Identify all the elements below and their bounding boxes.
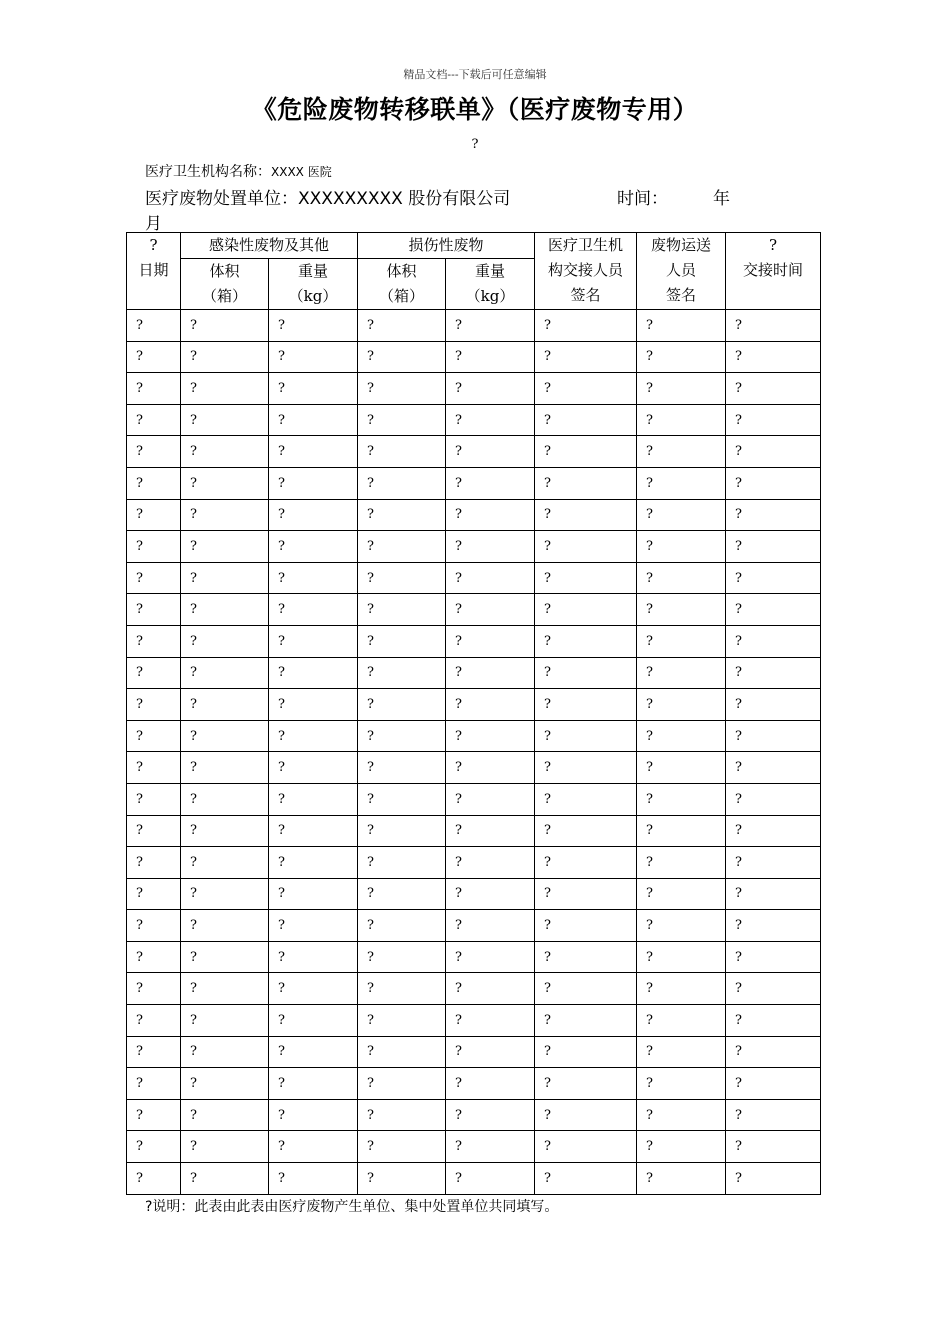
table-cell[interactable]: ? bbox=[535, 1005, 637, 1037]
table-cell[interactable]: ? bbox=[127, 562, 181, 594]
table-cell[interactable]: ? bbox=[269, 1131, 358, 1163]
table-cell[interactable]: ? bbox=[535, 625, 637, 657]
table-cell[interactable]: ? bbox=[127, 1036, 181, 1068]
table-cell[interactable]: ? bbox=[181, 594, 269, 626]
table-cell[interactable]: ? bbox=[181, 1036, 269, 1068]
table-cell[interactable]: ? bbox=[535, 1036, 637, 1068]
table-cell[interactable]: ? bbox=[535, 373, 637, 405]
table-cell[interactable]: ? bbox=[726, 625, 821, 657]
form-body bbox=[127, 310, 821, 1195]
injurious-weight-unit: （kg） bbox=[465, 287, 515, 305]
table-cell[interactable]: ? bbox=[358, 847, 446, 879]
table-cell[interactable]: ? bbox=[181, 783, 269, 815]
table-cell[interactable]: ? bbox=[269, 752, 358, 784]
table-cell[interactable]: ? bbox=[269, 467, 358, 499]
table-cell[interactable]: ? bbox=[358, 941, 446, 973]
header-note: 精品文档---下载后可任意编辑 bbox=[403, 68, 547, 81]
table-cell[interactable]: ? bbox=[127, 341, 181, 373]
table-cell[interactable]: ? bbox=[637, 373, 726, 405]
table-cell[interactable]: ? bbox=[446, 1131, 535, 1163]
table-cell[interactable]: ? bbox=[535, 689, 637, 721]
table-cell[interactable]: ? bbox=[358, 973, 446, 1005]
table-cell[interactable]: ? bbox=[446, 499, 535, 531]
table-cell[interactable]: ? bbox=[726, 1036, 821, 1068]
table-cell[interactable]: ? bbox=[127, 689, 181, 721]
injurious-volume-unit: （箱） bbox=[379, 287, 425, 305]
table-cell[interactable]: ? bbox=[535, 720, 637, 752]
table-row bbox=[127, 910, 821, 942]
table-cell[interactable]: ? bbox=[446, 1036, 535, 1068]
institution-staff-sign-line2: 构交接人员 bbox=[548, 261, 624, 279]
table-row bbox=[127, 341, 821, 373]
institution-label: 医疗卫生机构名称： bbox=[145, 164, 271, 180]
table-cell[interactable]: ? bbox=[181, 404, 269, 436]
table-cell[interactable]: ? bbox=[446, 594, 535, 626]
table-cell[interactable]: ? bbox=[127, 436, 181, 468]
table-cell[interactable]: ? bbox=[181, 531, 269, 563]
table-cell[interactable]: ? bbox=[358, 625, 446, 657]
injurious-weight-header bbox=[446, 259, 535, 310]
table-cell[interactable]: ? bbox=[535, 594, 637, 626]
table-cell[interactable]: ? bbox=[726, 594, 821, 626]
table-row bbox=[127, 467, 821, 499]
table-cell[interactable]: ? bbox=[726, 657, 821, 689]
table-cell[interactable]: ? bbox=[127, 657, 181, 689]
infectious-volume-header bbox=[181, 259, 269, 310]
table-cell[interactable]: ? bbox=[446, 562, 535, 594]
table-cell[interactable]: ? bbox=[637, 404, 726, 436]
table-cell[interactable]: ? bbox=[726, 973, 821, 1005]
institution-staff-sign-header bbox=[535, 233, 637, 310]
table-cell[interactable]: ? bbox=[358, 1036, 446, 1068]
table-cell[interactable]: ? bbox=[358, 752, 446, 784]
table-row bbox=[127, 878, 821, 910]
institution-line bbox=[145, 161, 332, 181]
table-cell[interactable]: ? bbox=[181, 436, 269, 468]
table-cell[interactable]: ? bbox=[726, 499, 821, 531]
table-cell[interactable]: ? bbox=[358, 531, 446, 563]
table-cell[interactable]: ? bbox=[269, 1163, 358, 1195]
table-cell[interactable]: ? bbox=[446, 973, 535, 1005]
table-cell[interactable]: ? bbox=[127, 720, 181, 752]
table-cell[interactable]: ? bbox=[181, 752, 269, 784]
table-cell[interactable]: ? bbox=[269, 562, 358, 594]
table-cell[interactable]: ? bbox=[637, 341, 726, 373]
table-cell[interactable]: ? bbox=[726, 910, 821, 942]
table-cell[interactable]: ? bbox=[637, 973, 726, 1005]
table-cell[interactable]: ? bbox=[637, 847, 726, 879]
table-cell[interactable]: ? bbox=[127, 815, 181, 847]
month-label: 月 bbox=[145, 214, 162, 234]
table-cell[interactable]: ? bbox=[127, 1068, 181, 1100]
table-cell[interactable]: ? bbox=[358, 783, 446, 815]
table-cell[interactable]: ? bbox=[127, 404, 181, 436]
table-cell[interactable]: ? bbox=[726, 341, 821, 373]
table-cell[interactable]: ? bbox=[637, 467, 726, 499]
table-row bbox=[127, 973, 821, 1005]
table-row bbox=[127, 310, 821, 342]
table-row bbox=[127, 783, 821, 815]
table-cell[interactable]: ? bbox=[181, 310, 269, 342]
table-cell[interactable]: ? bbox=[446, 878, 535, 910]
table-cell[interactable]: ? bbox=[358, 815, 446, 847]
table-cell[interactable]: ? bbox=[637, 752, 726, 784]
table-cell[interactable]: ? bbox=[726, 941, 821, 973]
transfer-form-table bbox=[126, 232, 821, 1195]
table-cell[interactable]: ? bbox=[637, 657, 726, 689]
table-cell[interactable]: ? bbox=[358, 310, 446, 342]
table-cell[interactable]: ? bbox=[181, 878, 269, 910]
table-cell[interactable]: ? bbox=[269, 310, 358, 342]
table-cell[interactable]: ? bbox=[637, 720, 726, 752]
table-cell[interactable]: ? bbox=[726, 878, 821, 910]
injurious-volume-label: 体积 bbox=[386, 262, 417, 280]
table-cell[interactable]: ? bbox=[637, 1131, 726, 1163]
table-cell[interactable]: ? bbox=[358, 657, 446, 689]
table-cell[interactable]: ? bbox=[535, 341, 637, 373]
table-cell[interactable]: ? bbox=[269, 341, 358, 373]
table-cell[interactable]: ? bbox=[269, 499, 358, 531]
table-cell[interactable]: ? bbox=[535, 1068, 637, 1100]
institution-staff-sign-line3: 签名 bbox=[570, 286, 601, 304]
table-cell[interactable]: ? bbox=[127, 973, 181, 1005]
table-cell[interactable]: ? bbox=[535, 752, 637, 784]
table-cell[interactable]: ? bbox=[637, 878, 726, 910]
table-row bbox=[127, 436, 821, 468]
table-cell[interactable]: ? bbox=[127, 752, 181, 784]
table-cell[interactable]: ? bbox=[637, 1099, 726, 1131]
header-row-1 bbox=[127, 233, 821, 259]
table-cell[interactable]: ? bbox=[726, 752, 821, 784]
table-cell[interactable]: ? bbox=[269, 404, 358, 436]
table-cell[interactable]: ? bbox=[181, 373, 269, 405]
table-row bbox=[127, 404, 821, 436]
table-cell[interactable]: ? bbox=[358, 594, 446, 626]
table-cell[interactable]: ? bbox=[181, 625, 269, 657]
table-cell[interactable]: ? bbox=[127, 910, 181, 942]
table-cell[interactable]: ? bbox=[535, 783, 637, 815]
handover-time-label: 交接时间 bbox=[743, 261, 804, 279]
table-row bbox=[127, 531, 821, 563]
table-cell[interactable]: ? bbox=[446, 436, 535, 468]
table-cell[interactable]: ? bbox=[446, 1005, 535, 1037]
table-cell[interactable]: ? bbox=[637, 531, 726, 563]
table-cell[interactable]: ? bbox=[726, 689, 821, 721]
table-cell[interactable]: ? bbox=[358, 1068, 446, 1100]
table-cell[interactable]: ? bbox=[637, 1036, 726, 1068]
table-cell[interactable]: ? bbox=[269, 625, 358, 657]
table-cell[interactable]: ? bbox=[269, 847, 358, 879]
table-cell[interactable]: ? bbox=[358, 720, 446, 752]
table-cell[interactable]: ? bbox=[637, 815, 726, 847]
table-cell[interactable]: ? bbox=[269, 1036, 358, 1068]
table-row bbox=[127, 373, 821, 405]
table-cell[interactable]: ? bbox=[358, 373, 446, 405]
table-cell[interactable]: ? bbox=[269, 815, 358, 847]
table-row bbox=[127, 562, 821, 594]
table-row bbox=[127, 689, 821, 721]
table-row bbox=[127, 625, 821, 657]
table-cell[interactable]: ? bbox=[127, 1131, 181, 1163]
table-cell[interactable]: ? bbox=[181, 1131, 269, 1163]
handover-time-mark: ? bbox=[769, 236, 778, 254]
table-cell[interactable]: ? bbox=[446, 467, 535, 499]
table-cell[interactable]: ? bbox=[127, 531, 181, 563]
table-cell[interactable]: ? bbox=[726, 1005, 821, 1037]
table-cell[interactable]: ? bbox=[637, 625, 726, 657]
table-cell[interactable]: ? bbox=[181, 1068, 269, 1100]
table-cell[interactable]: ? bbox=[637, 594, 726, 626]
table-cell[interactable]: ? bbox=[358, 878, 446, 910]
table-cell[interactable]: ? bbox=[637, 910, 726, 942]
table-cell[interactable]: ? bbox=[181, 1163, 269, 1195]
table-cell[interactable]: ? bbox=[535, 310, 637, 342]
table-row bbox=[127, 657, 821, 689]
table-cell[interactable]: ? bbox=[446, 941, 535, 973]
table-cell[interactable]: ? bbox=[446, 531, 535, 563]
table-cell[interactable]: ? bbox=[446, 689, 535, 721]
time-label: 时间： bbox=[617, 189, 668, 209]
table-cell[interactable]: ? bbox=[446, 625, 535, 657]
table-cell[interactable]: ? bbox=[127, 941, 181, 973]
table-cell[interactable]: ? bbox=[181, 689, 269, 721]
table-cell[interactable]: ? bbox=[535, 878, 637, 910]
table-cell[interactable]: ? bbox=[358, 910, 446, 942]
table-cell[interactable]: ? bbox=[181, 1005, 269, 1037]
table-cell[interactable]: ? bbox=[446, 752, 535, 784]
table-cell[interactable]: ? bbox=[637, 941, 726, 973]
table-cell[interactable]: ? bbox=[127, 373, 181, 405]
table-cell[interactable]: ? bbox=[358, 341, 446, 373]
table-cell[interactable]: ? bbox=[127, 878, 181, 910]
table-row bbox=[127, 847, 821, 879]
table-cell[interactable]: ? bbox=[358, 467, 446, 499]
transport-staff-sign-header bbox=[637, 233, 726, 310]
table-cell[interactable]: ? bbox=[726, 310, 821, 342]
table-cell[interactable]: ? bbox=[637, 783, 726, 815]
table-cell[interactable]: ? bbox=[181, 341, 269, 373]
infectious-waste-header: 感染性废物及其他 bbox=[181, 233, 358, 259]
table-row bbox=[127, 752, 821, 784]
table-cell[interactable]: ? bbox=[358, 404, 446, 436]
footnote: ?说明：此表由此表由医疗废物产生单位、集中处置单位共同填写。 bbox=[145, 1199, 559, 1215]
table-cell[interactable]: ? bbox=[358, 436, 446, 468]
table-cell[interactable]: ? bbox=[535, 467, 637, 499]
table-cell[interactable]: ? bbox=[535, 910, 637, 942]
table-cell[interactable]: ? bbox=[535, 436, 637, 468]
table-row bbox=[127, 1099, 821, 1131]
table-cell[interactable]: ? bbox=[181, 562, 269, 594]
table-cell[interactable]: ? bbox=[637, 562, 726, 594]
table-cell[interactable]: ? bbox=[358, 562, 446, 594]
table-cell[interactable]: ? bbox=[535, 562, 637, 594]
table-cell[interactable]: ? bbox=[446, 1068, 535, 1100]
table-cell[interactable]: ? bbox=[127, 1005, 181, 1037]
table-cell[interactable]: ? bbox=[535, 1163, 637, 1195]
table-cell[interactable]: ? bbox=[269, 657, 358, 689]
table-cell[interactable]: ? bbox=[127, 594, 181, 626]
table-cell[interactable]: ? bbox=[269, 436, 358, 468]
table-cell[interactable]: ? bbox=[269, 531, 358, 563]
date-header-label: 日期 bbox=[138, 261, 169, 279]
table-cell[interactable]: ? bbox=[358, 499, 446, 531]
table-cell[interactable]: ? bbox=[181, 941, 269, 973]
table-cell[interactable]: ? bbox=[127, 783, 181, 815]
infectious-volume-unit: （箱） bbox=[201, 287, 247, 305]
transport-staff-sign-line2: 人员 bbox=[666, 261, 697, 279]
transport-staff-sign-line1: 废物运送 bbox=[651, 236, 712, 254]
table-cell[interactable]: ? bbox=[269, 373, 358, 405]
table-cell[interactable]: ? bbox=[726, 1163, 821, 1195]
table-cell[interactable]: ? bbox=[127, 499, 181, 531]
table-cell[interactable]: ? bbox=[535, 1099, 637, 1131]
table-row bbox=[127, 1163, 821, 1195]
disposal-unit-value: XXXXXXXXX 股份有限公司 bbox=[298, 189, 511, 209]
disposal-unit-label: 医疗废物处置单位： bbox=[145, 189, 298, 209]
document-title: 《危险废物转移联单》（医疗废物专用） bbox=[251, 95, 699, 124]
table-cell[interactable]: ? bbox=[181, 973, 269, 1005]
table-cell[interactable]: ? bbox=[637, 436, 726, 468]
table-row bbox=[127, 499, 821, 531]
table-cell[interactable]: ? bbox=[446, 783, 535, 815]
table-cell[interactable]: ? bbox=[535, 815, 637, 847]
table-row bbox=[127, 1005, 821, 1037]
table-cell[interactable]: ? bbox=[726, 847, 821, 879]
table-cell[interactable]: ? bbox=[535, 847, 637, 879]
table-cell[interactable]: ? bbox=[358, 1131, 446, 1163]
table-cell[interactable]: ? bbox=[637, 1005, 726, 1037]
table-cell[interactable]: ? bbox=[127, 625, 181, 657]
table-cell[interactable]: ? bbox=[446, 847, 535, 879]
table-row bbox=[127, 1131, 821, 1163]
table-cell[interactable]: ? bbox=[358, 1005, 446, 1037]
table-cell[interactable]: ? bbox=[269, 1068, 358, 1100]
table-cell[interactable]: ? bbox=[446, 373, 535, 405]
table-cell[interactable]: ? bbox=[269, 941, 358, 973]
table-cell[interactable]: ? bbox=[358, 1099, 446, 1131]
table-cell[interactable]: ? bbox=[127, 467, 181, 499]
table-cell[interactable]: ? bbox=[127, 1163, 181, 1195]
table-cell[interactable]: ? bbox=[127, 1099, 181, 1131]
table-cell[interactable]: ? bbox=[181, 815, 269, 847]
table-cell[interactable]: ? bbox=[446, 310, 535, 342]
table-cell[interactable]: ? bbox=[269, 720, 358, 752]
table-cell[interactable]: ? bbox=[446, 910, 535, 942]
table-cell[interactable]: ? bbox=[535, 973, 637, 1005]
table-cell[interactable]: ? bbox=[127, 847, 181, 879]
infectious-weight-unit: （kg） bbox=[288, 287, 338, 305]
table-cell[interactable]: ? bbox=[446, 657, 535, 689]
date-header bbox=[127, 233, 181, 310]
table-cell[interactable]: ? bbox=[127, 310, 181, 342]
table-cell[interactable]: ? bbox=[726, 467, 821, 499]
table-row bbox=[127, 720, 821, 752]
table-row bbox=[127, 1036, 821, 1068]
subtitle-mark: ? bbox=[471, 137, 479, 152]
table-cell[interactable]: ? bbox=[726, 783, 821, 815]
table-cell[interactable]: ? bbox=[181, 720, 269, 752]
table-cell[interactable]: ? bbox=[269, 1005, 358, 1037]
table-row bbox=[127, 941, 821, 973]
table-cell[interactable]: ? bbox=[726, 404, 821, 436]
table-cell[interactable]: ? bbox=[446, 1099, 535, 1131]
table-cell[interactable]: ? bbox=[535, 657, 637, 689]
table-cell[interactable]: ? bbox=[535, 941, 637, 973]
table-cell[interactable]: ? bbox=[726, 531, 821, 563]
table-cell[interactable]: ? bbox=[726, 815, 821, 847]
year-label: 年 bbox=[713, 189, 730, 209]
injurious-weight-label: 重量 bbox=[475, 262, 506, 280]
table-cell[interactable]: ? bbox=[637, 310, 726, 342]
table-cell[interactable]: ? bbox=[726, 1131, 821, 1163]
institution-value: XXXX 医院 bbox=[271, 165, 332, 179]
transport-staff-sign-line3: 签名 bbox=[666, 286, 697, 304]
table-cell[interactable]: ? bbox=[726, 562, 821, 594]
table-cell[interactable]: ? bbox=[637, 1163, 726, 1195]
injurious-waste-header: 损伤性废物 bbox=[358, 233, 535, 259]
institution-staff-sign-line1: 医疗卫生机 bbox=[548, 236, 624, 254]
table-cell[interactable]: ? bbox=[446, 815, 535, 847]
table-row bbox=[127, 594, 821, 626]
table-cell[interactable]: ? bbox=[535, 499, 637, 531]
table-cell[interactable]: ? bbox=[269, 910, 358, 942]
table-cell[interactable]: ? bbox=[181, 657, 269, 689]
table-cell[interactable]: ? bbox=[269, 689, 358, 721]
handover-time-header bbox=[726, 233, 821, 310]
table-cell[interactable]: ? bbox=[181, 847, 269, 879]
table-cell[interactable]: ? bbox=[446, 404, 535, 436]
table-cell[interactable]: ? bbox=[181, 1099, 269, 1131]
table-cell[interactable]: ? bbox=[358, 689, 446, 721]
date-header-mark: ? bbox=[149, 236, 158, 254]
table-row bbox=[127, 815, 821, 847]
infectious-volume-label: 体积 bbox=[209, 262, 240, 280]
table-cell[interactable]: ? bbox=[358, 1163, 446, 1195]
table-cell[interactable]: ? bbox=[726, 1068, 821, 1100]
table-cell[interactable]: ? bbox=[637, 1068, 726, 1100]
table-cell[interactable]: ? bbox=[446, 341, 535, 373]
table-cell[interactable]: ? bbox=[446, 1163, 535, 1195]
table-cell[interactable]: ? bbox=[535, 1131, 637, 1163]
table-cell[interactable]: ? bbox=[726, 373, 821, 405]
table-cell[interactable]: ? bbox=[181, 910, 269, 942]
table-cell[interactable]: ? bbox=[726, 720, 821, 752]
infectious-weight-label: 重量 bbox=[298, 262, 329, 280]
infectious-weight-header bbox=[269, 259, 358, 310]
table-cell[interactable]: ? bbox=[637, 689, 726, 721]
injurious-volume-header bbox=[358, 259, 446, 310]
table-cell[interactable]: ? bbox=[535, 404, 637, 436]
table-cell[interactable]: ? bbox=[269, 973, 358, 1005]
table-cell[interactable]: ? bbox=[726, 436, 821, 468]
table-cell[interactable]: ? bbox=[269, 594, 358, 626]
table-cell[interactable]: ? bbox=[726, 1099, 821, 1131]
table-cell[interactable]: ? bbox=[269, 878, 358, 910]
table-cell[interactable]: ? bbox=[181, 467, 269, 499]
disposal-unit-line bbox=[145, 184, 510, 209]
table-cell[interactable]: ? bbox=[446, 720, 535, 752]
table-row bbox=[127, 1068, 821, 1100]
table-cell[interactable]: ? bbox=[181, 499, 269, 531]
table-cell[interactable]: ? bbox=[269, 1099, 358, 1131]
table-cell[interactable]: ? bbox=[637, 499, 726, 531]
table-cell[interactable]: ? bbox=[535, 531, 637, 563]
table-cell[interactable]: ? bbox=[269, 783, 358, 815]
